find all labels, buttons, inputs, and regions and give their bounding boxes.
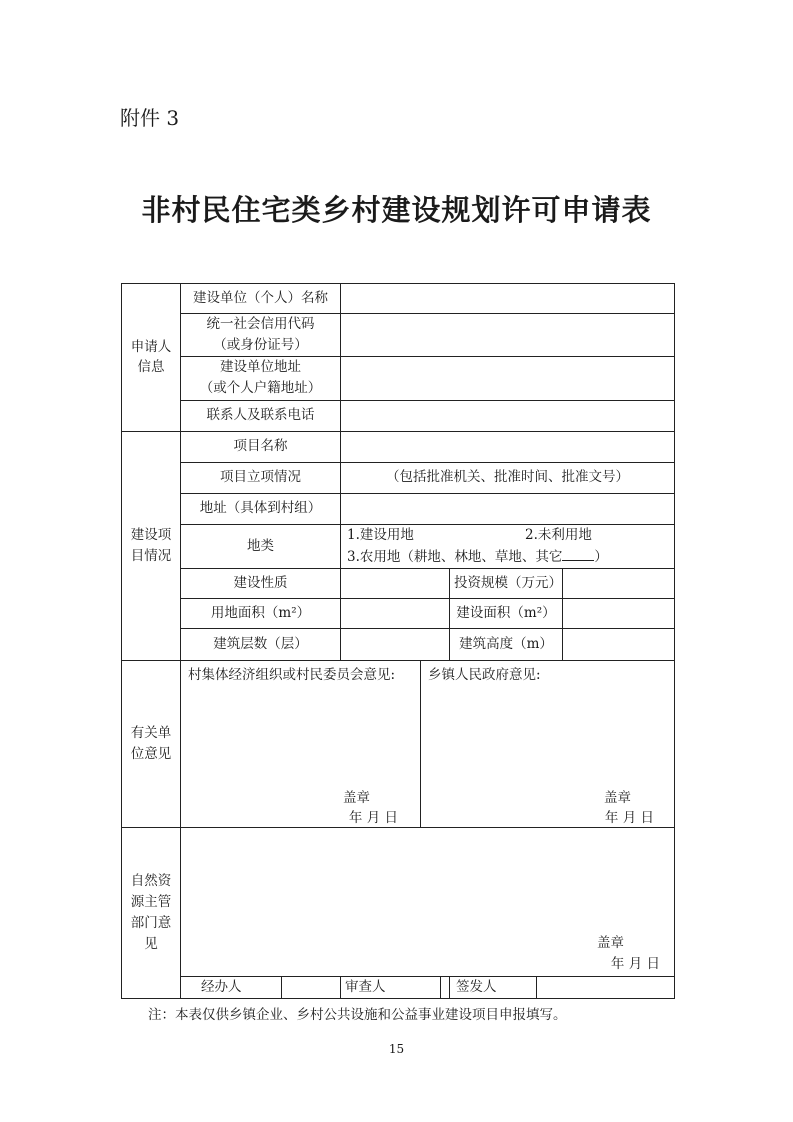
label-investment: 投资规模（万元） bbox=[450, 568, 563, 598]
label-land-type: 地类 bbox=[181, 524, 341, 568]
field-project-name[interactable] bbox=[341, 431, 675, 462]
field-unit-name[interactable] bbox=[341, 284, 675, 314]
footnote: 注：本表仅供乡镇企业、乡村公共设施和公益事业建设项目申报填写。 bbox=[148, 1007, 567, 1023]
label-project-approval: 项目立项情况 bbox=[181, 462, 341, 493]
village-opinion-box[interactable] bbox=[181, 660, 421, 827]
section-opinions: 有关单 位意见 bbox=[122, 660, 181, 827]
field-build-area[interactable] bbox=[563, 598, 675, 628]
label-land-area: 用地面积（m²） bbox=[181, 598, 341, 628]
form-title: 非村民住宅类乡村建设规划许可申请表 bbox=[141, 193, 652, 227]
label-handler: 经办人 bbox=[181, 976, 282, 998]
field-project-address[interactable] bbox=[341, 493, 675, 524]
field-build-nature[interactable] bbox=[341, 568, 450, 598]
field-land-type[interactable]: 1.建设用地 2.未利用地 3.农用地（耕地、林地、草地、其它 ） bbox=[341, 524, 675, 568]
field-height[interactable] bbox=[563, 628, 675, 660]
field-reviewer[interactable] bbox=[441, 977, 449, 998]
label-project-address: 地址（具体到村组） bbox=[181, 493, 341, 524]
label-floors: 建筑层数（层） bbox=[181, 628, 341, 660]
label-project-name: 项目名称 bbox=[181, 431, 341, 462]
label-credit-code: 统一社会信用代码 （或身份证号） bbox=[181, 314, 341, 357]
town-seal: 盖章 bbox=[604, 789, 631, 806]
label-build-area: 建设面积（m²） bbox=[450, 598, 563, 628]
town-opinion-title: 乡镇人民政府意见: bbox=[428, 666, 541, 683]
label-unit-address: 建设单位地址 （或个人户籍地址） bbox=[181, 356, 341, 400]
natural-resources-opinion-box[interactable] bbox=[181, 827, 675, 976]
field-handler[interactable] bbox=[282, 976, 341, 998]
field-land-area[interactable] bbox=[341, 598, 450, 628]
page-number: 15 bbox=[388, 1042, 405, 1056]
nr-date: 年 月 日 bbox=[610, 955, 660, 972]
land-option-construction: 1.建设用地 bbox=[347, 526, 414, 543]
field-contact[interactable] bbox=[341, 400, 675, 431]
land-option-agricultural: 3.农用地（耕地、林地、草地、其它 bbox=[347, 548, 563, 565]
label-height: 建筑高度（m） bbox=[450, 628, 563, 660]
attachment-label: 附件 3 bbox=[120, 106, 180, 130]
land-option-unused: 2.未利用地 bbox=[525, 526, 592, 543]
town-date: 年 月 日 bbox=[604, 809, 654, 826]
town-opinion-box[interactable] bbox=[421, 660, 675, 827]
section-project: 建设项 目情况 bbox=[122, 431, 181, 660]
field-investment[interactable] bbox=[563, 568, 675, 598]
land-other-blank[interactable] bbox=[562, 546, 594, 561]
label-unit-name: 建设单位（个人）名称 bbox=[181, 284, 341, 314]
label-build-nature: 建设性质 bbox=[181, 568, 341, 598]
village-date: 年 月 日 bbox=[348, 809, 398, 826]
village-opinion-title: 村集体经济组织或村民委员会意见: bbox=[188, 666, 396, 683]
field-credit-code[interactable] bbox=[341, 314, 675, 357]
field-unit-address[interactable] bbox=[341, 356, 675, 400]
nr-seal: 盖章 bbox=[597, 934, 624, 951]
label-issuer: 签发人 bbox=[450, 976, 675, 998]
section-natural-resources: 自然资 源主管 部门意 见 bbox=[122, 827, 181, 998]
application-form-table bbox=[121, 283, 675, 999]
field-project-approval[interactable]: （包括批准机关、批准时间、批准文号） bbox=[341, 462, 675, 493]
section-applicant: 申请人 信息 bbox=[122, 284, 181, 432]
label-contact: 联系人及联系电话 bbox=[181, 400, 341, 431]
field-issuer[interactable] bbox=[537, 977, 674, 998]
label-reviewer: 审查人 bbox=[341, 976, 450, 998]
field-floors[interactable] bbox=[341, 628, 450, 660]
village-seal: 盖章 bbox=[343, 789, 370, 806]
